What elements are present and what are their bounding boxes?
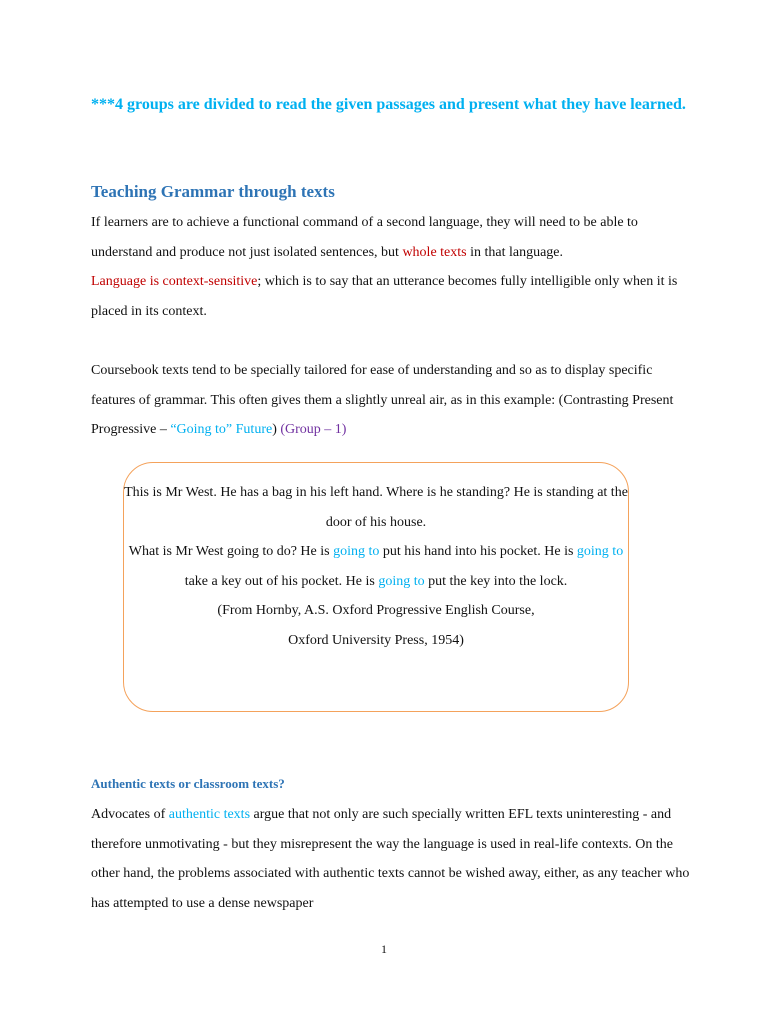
highlight-context-sensitive: Language is context-sensitive <box>91 274 258 289</box>
example-source: (From Hornby, A.S. Oxford Progressive English Course, <box>217 603 535 618</box>
section-title: Teaching Grammar through texts <box>91 182 335 201</box>
paragraph-coursebook <box>91 356 691 445</box>
text-run: ) <box>272 422 281 437</box>
highlight-whole-texts: whole texts <box>402 244 467 260</box>
text-run: Advocates of <box>91 807 169 822</box>
text-run: If learners are to achieve a functional command of a second language, they will need to be able to understand and produce not just isolated sentences, but <box>91 215 638 260</box>
highlight-going-to: going to <box>576 544 624 559</box>
highlight-going-to: going to <box>333 544 380 559</box>
example-line: take a key out of his pocket. He is <box>184 573 379 589</box>
example-line: This is Mr West. He has a bag in his left hand. Where is he standing? He is standing at the door of his house. <box>124 485 628 530</box>
text-run: Coursebook texts tend to be specially tailored for ease of understanding and so as to display specific features of grammar. This often gives them a slightly unreal air, as in this example: (Contrasting Present Progressive – <box>91 363 674 437</box>
page-number: 1 <box>381 942 387 956</box>
paragraph-intro <box>91 208 691 326</box>
text-run: ; which is to say that an utterance becomes fully intelligible only when it is placed in its context. <box>91 274 678 319</box>
highlight-going-to: going to <box>378 573 425 589</box>
example-line: put the key into the lock. <box>424 573 568 589</box>
example-line: What is Mr West going to do? He is <box>128 544 334 559</box>
example-text <box>123 478 629 655</box>
paragraph-authentic <box>91 800 691 918</box>
highlight-going-to-future: “Going to” Future <box>170 422 273 437</box>
text-run: argue that not only are such specially written EFL texts uninteresting - and therefore unmotivating - but they misrepresent the way the language is used in real-life contexts. On the other hand, the problems associated with authentic texts cannot be wished away, either, as any teacher who has attempted to use a dense newspaper <box>91 807 690 911</box>
subheading: Authentic texts or classroom texts? <box>91 776 285 791</box>
highlight-authentic-texts: authentic texts <box>168 807 251 822</box>
example-source: Oxford University Press, 1954) <box>288 632 464 648</box>
group-label: (Group – 1) <box>280 422 347 437</box>
example-line: put his hand into his pocket. He is <box>379 544 577 559</box>
instruction-heading: ***4 groups are divided to read the given passages and present what they have learned. <box>91 96 686 113</box>
text-run: in that language. <box>466 244 564 260</box>
